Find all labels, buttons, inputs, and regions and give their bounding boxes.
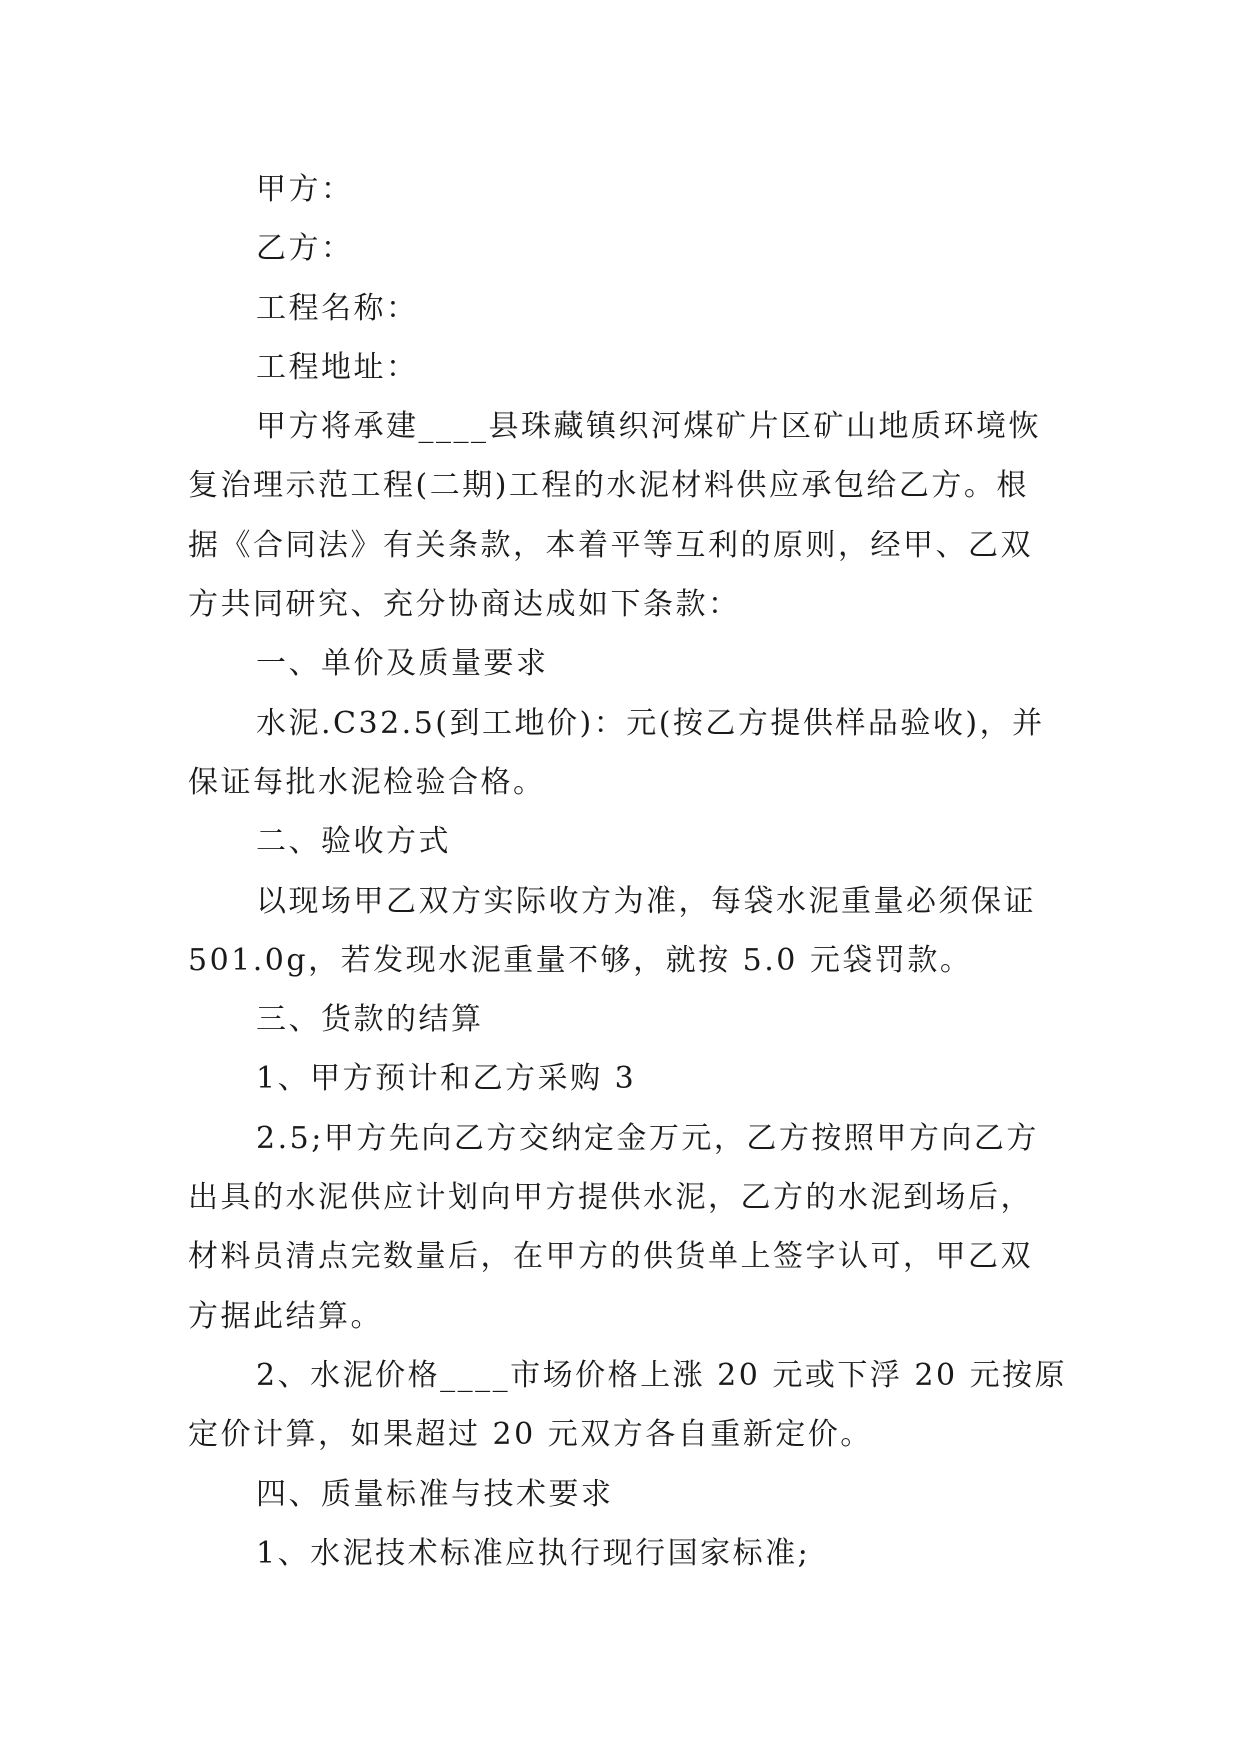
preamble-line-3: 据《合同法》有关条款，本着平等互利的原则，经甲、乙双 — [188, 527, 1033, 563]
price-line-2: 保证每批水泥检验合格。 — [188, 764, 546, 800]
project-name-line: 工程名称： — [256, 290, 419, 326]
acceptance-line-2: 501.0g，若发现水泥重量不够，就按 5.0 元袋罚款。 — [188, 942, 973, 978]
acceptance-line-1: 以现场甲乙双方实际收方为准，每袋水泥重量必须保证 — [256, 883, 1036, 919]
price-adjust-line-2: 定价计算，如果超过 20 元双方各自重新定价。 — [188, 1417, 873, 1453]
preamble-line-4: 方共同研究、充分协商达成如下条款： — [188, 587, 741, 623]
price-adjust-line-1: 2、水泥价格____市场价格上涨 20 元或下浮 20 元按原 — [256, 1357, 1068, 1393]
settlement-line-2: 2.5;甲方先向乙方交纳定金万元，乙方按照甲方向乙方 — [256, 1120, 1039, 1156]
preamble-line-1: 甲方将承建____县珠藏镇织河煤矿片区矿山地质环境恢 — [256, 409, 1041, 445]
party-a-line: 甲方： — [256, 172, 354, 207]
settlement-line-4: 材料员清点完数量后，在甲方的供货单上签字认可，甲乙双 — [188, 1239, 1033, 1275]
document-body — [188, 160, 1068, 1583]
price-line-1: 水泥.C32.5(到工地价)：元(按乙方提供样品验收)，并 — [256, 705, 1045, 741]
section-heading-2: 二、验收方式 — [256, 824, 451, 860]
quality-item-1: 1、水泥技术标准应执行现行国家标准; — [256, 1535, 811, 1571]
party-b-line: 乙方： — [256, 231, 354, 267]
preamble-line-2: 复治理示范工程(二期)工程的水泥材料供应承包给乙方。根 — [188, 468, 1029, 504]
settlement-line-5: 方据此结算。 — [188, 1298, 383, 1334]
section-heading-3: 三、货款的结算 — [256, 1002, 484, 1038]
project-address-line: 工程地址： — [256, 349, 419, 385]
settlement-line-3: 出具的水泥供应计划向甲方提供水泥，乙方的水泥到场后， — [188, 1180, 1033, 1216]
settlement-item-1: 1、甲方预计和乙方采购 3 — [256, 1061, 637, 1097]
section-heading-4: 四、质量标准与技术要求 — [256, 1476, 614, 1512]
section-heading-1: 一、单价及质量要求 — [256, 646, 549, 682]
